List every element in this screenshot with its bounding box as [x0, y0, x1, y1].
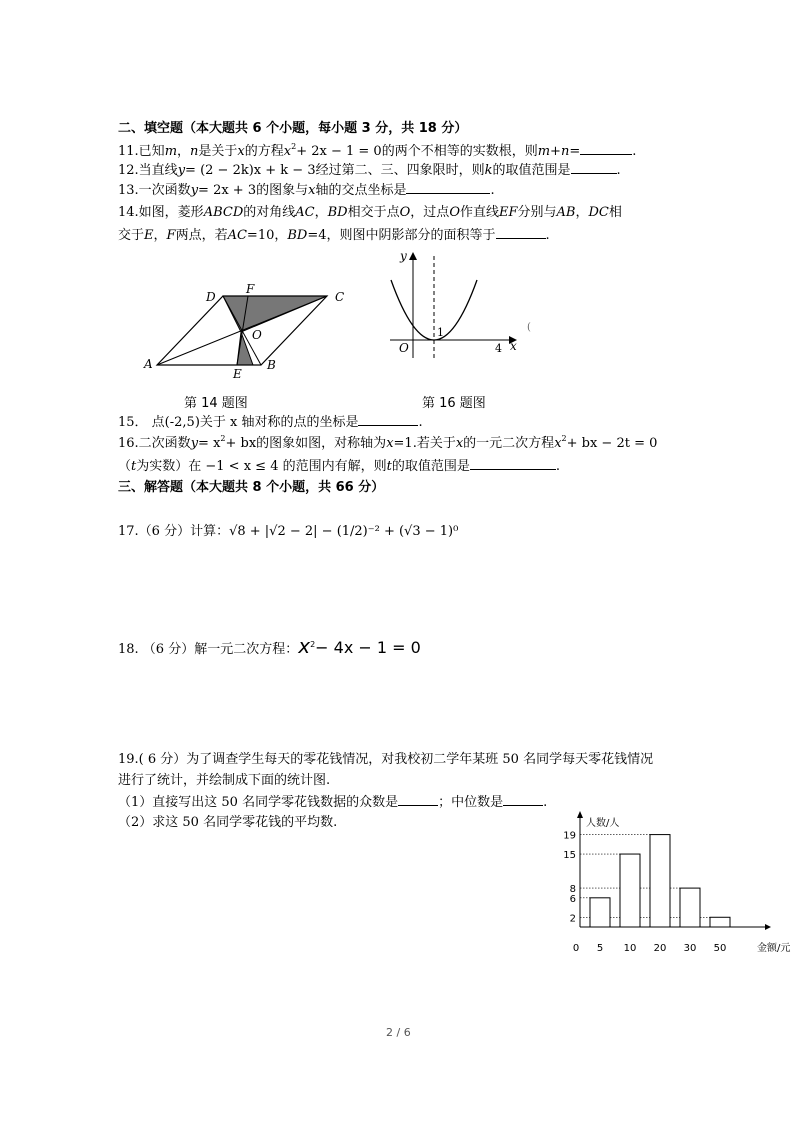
- label-d: D: [206, 290, 216, 304]
- figure-16-caption: 第 16 题图: [422, 396, 486, 411]
- x-axis-label: 金额/元: [757, 943, 791, 954]
- answer-blank[interactable]: [470, 457, 556, 470]
- y-axis-arrow: [577, 811, 583, 818]
- money-bar-chart: [555, 810, 794, 960]
- answer-blank[interactable]: [358, 413, 418, 426]
- x-axis-arrow: [765, 924, 771, 930]
- label-a: A: [144, 357, 153, 371]
- label-one: 1: [437, 326, 444, 339]
- bar: [710, 917, 730, 927]
- bar: [620, 854, 640, 927]
- question-12: 12.当直线y= (2 − 2k)x + k − 3经过第二、三、四象限时，则k的取值范围是 .: [118, 163, 621, 178]
- answer-blank[interactable]: [398, 793, 438, 806]
- label-origin: O: [399, 341, 409, 355]
- label-f: F: [246, 282, 255, 296]
- y-tick-label: 2: [569, 913, 576, 925]
- figure-14-rhombus: [140, 282, 360, 382]
- question-18: 18. （6 分）解一元二次方程：$x^2- 4x - 1 = 0$: [118, 634, 421, 658]
- y-tick-label: 19: [563, 830, 576, 842]
- label-paren: (: [527, 322, 531, 333]
- x-tick-label: 30: [683, 943, 697, 954]
- label-b: B: [267, 358, 276, 372]
- page-number: 2 / 6: [386, 1026, 411, 1039]
- bar: [590, 898, 610, 927]
- question-13: 13.一次函数y= 2x + 3的图象与x轴的交点坐标是 .: [118, 183, 495, 198]
- bar: [680, 888, 700, 927]
- question-19-line3: （1）直接写出这 50 名同学零花钱数据的众数是 ；中位数是 .: [118, 795, 548, 810]
- question-15: 15． 点(-2,5)关于 x 轴对称的点的坐标是 .: [118, 415, 423, 430]
- question-19-line1: 19.( 6 分）为了调查学生每天的零花钱情况，对我校初二学年某班 50 名同学每天零花钱情况: [118, 752, 654, 767]
- figure-14-caption: 第 14 题图: [184, 396, 248, 411]
- label-e: E: [233, 367, 242, 381]
- answer-blank[interactable]: [571, 161, 617, 174]
- q17-formula: √8 + |√2 − 2| − (1/2)⁻² + (√3 − 1)⁰: [229, 524, 459, 539]
- x-tick-label: 50: [713, 943, 727, 954]
- question-19-line2: 进行了统计，并绘制成下面的统计图.: [118, 773, 331, 788]
- figure-16-parabola: [385, 248, 535, 363]
- label-c: C: [335, 290, 345, 304]
- shaded-triangle-top: [223, 296, 327, 332]
- bar: [650, 835, 670, 927]
- y-tick-label: 15: [563, 850, 576, 862]
- label-o: O: [252, 328, 262, 342]
- answer-blank[interactable]: [406, 181, 490, 194]
- y-tick-label: 8: [569, 884, 576, 896]
- question-19-line4: （2）求这 50 名同学零花钱的平均数.: [118, 815, 338, 830]
- label-four: 4: [495, 342, 502, 355]
- parabola-curve: [391, 280, 477, 340]
- x-tick-label: 20: [653, 943, 667, 954]
- section3-heading: 三、解答题（本大题共 8 个小题，共 66 分）: [118, 480, 385, 495]
- answer-blank[interactable]: [580, 142, 632, 155]
- question-17: 17.（6 分）计算：√8 + |√2 − 2| − (1/2)⁻² + (√3 − 1)⁰: [118, 524, 459, 539]
- x-tick-label: 5: [596, 943, 604, 954]
- y-tick-label: 6: [569, 893, 576, 905]
- question-14-line2: 交于E，F两点，若AC=10，BD=4，则图中阴影部分的面积等于 .: [118, 228, 550, 243]
- q18-equation: $x^2- 4x - 1 = 0$: [298, 634, 421, 658]
- label-y: y: [400, 249, 407, 263]
- question-11: 11.已知m，n是关于x的方程$x^2+ 2x - 1 = 0$的两个不相等的实数根，则m+n= .: [118, 142, 637, 159]
- question-14-line1: 14.如图，菱形ABCD的对角线AC，BD相交于点O，过点O作直线EF分别与AB，DC相: [118, 205, 622, 220]
- answer-blank[interactable]: [496, 226, 546, 239]
- question-16-line2: （t为实数）在 −1 < x ≤ 4 的范围内有解，则t的取值范围是 .: [118, 459, 560, 474]
- label-x: x: [510, 339, 517, 353]
- x-tick-label: 10: [623, 943, 637, 954]
- origin-label: 0: [572, 943, 580, 954]
- y-axis-label: 人数/人: [586, 818, 620, 829]
- section2-heading: 二、填空题（本大题共 6 个小题，每小题 3 分，共 18 分）: [118, 121, 468, 136]
- question-16-line1: 16.二次函数$y= x^2+$ bx的图象如图，对称轴为x=1.若关于x的一元二次方程$x^2+$ bx − 2t = 0: [118, 434, 658, 451]
- answer-blank[interactable]: [503, 793, 543, 806]
